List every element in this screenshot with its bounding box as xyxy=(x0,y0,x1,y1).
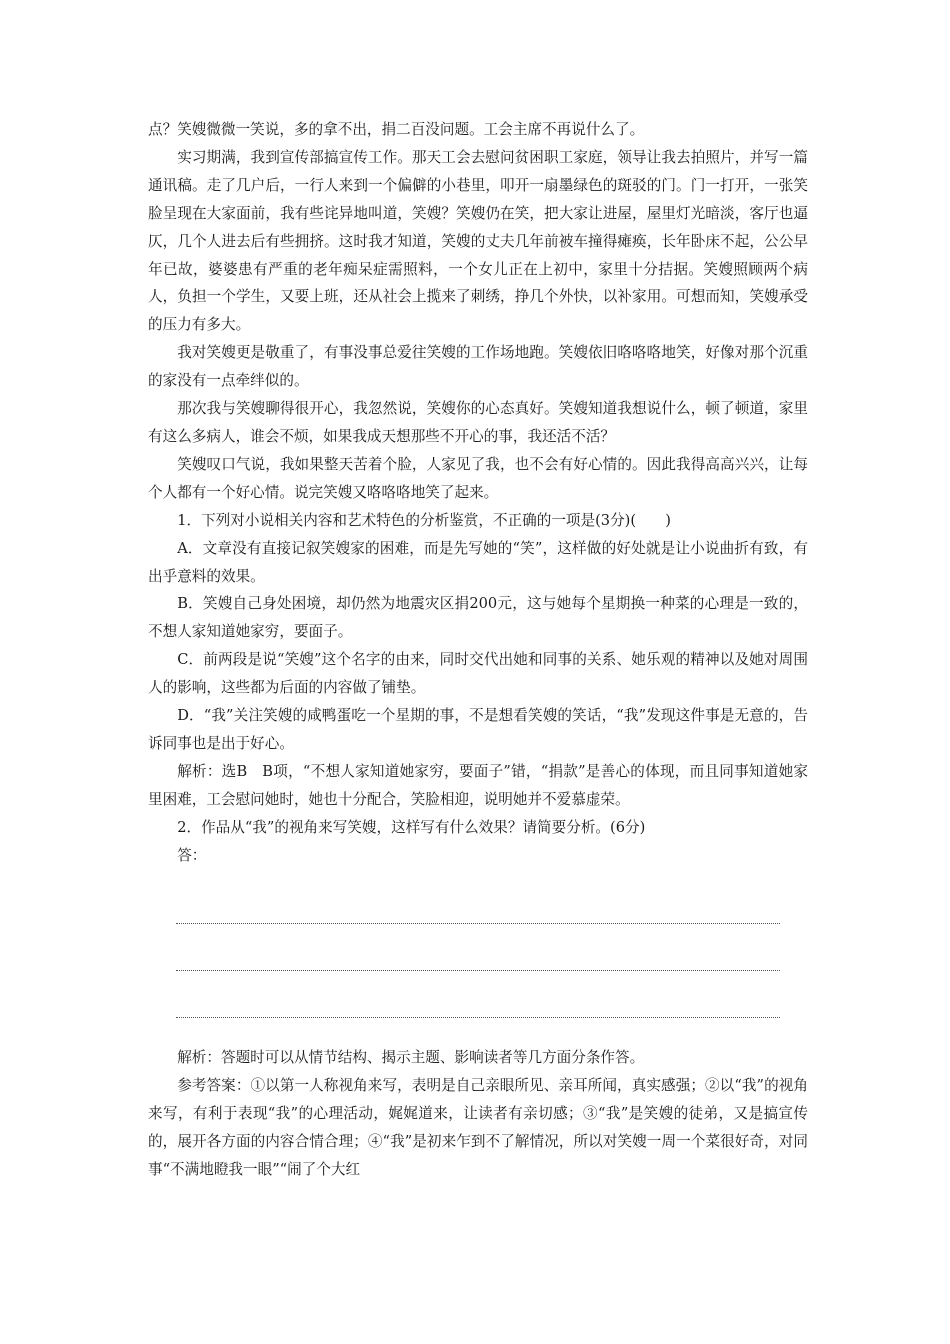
question-2-reference-answer: 参考答案：①以第一人称视角来写，表明是自己亲眼所见、亲耳所闻，真实感强；②以“我”的视角来写，有利于表现“我”的心理活动，娓娓道来，让读者有亲切感；③“我”是笑嫂的徒弟，又是搞宣传的，展开各方面的内容合情合理；④“我”是初来乍到不了解情况，所以对笑嫂一周一个菜很好奇，对同事“不满地瞪我一眼”“闹了个大红 xyxy=(148,1077,808,1179)
question-1-stem: 1．下列对小说相关内容和艺术特色的分析鉴赏，不正确的一项是(3分)( ) xyxy=(177,511,671,529)
question-2-stem: 2．作品从“我”的视角来写笑嫂，这样写有什么效果？请简要分析。(6分) xyxy=(177,818,646,836)
question-1-option-c: C．前两段是说“笑嫂”这个名字的由来，同时交代出她和同事的关系、她乐观的精神以及她对周围人的影响，这些都为后面的内容做了铺垫。 xyxy=(148,651,808,697)
story-paragraph-ending: 笑嫂叹口气说，我如果整天苦着个脸，人家见了我，也不会有好心情的。因此我得高高兴兴，让每个人都有一个好心情。说完笑嫂又咯咯咯地笑了起来。 xyxy=(148,455,808,501)
answer-area[interactable] xyxy=(176,877,780,1018)
question-2-analysis: 解析：答题时可以从情节结构、揭示主题、影响读者等几方面分条作答。 xyxy=(177,1049,645,1067)
question-1-option-d: D．“我”关注笑嫂的咸鸭蛋吃一个星期的事，不是想看笑嫂的笑话，“我”发现这件事是无意的，告诉同事也是出于好心。 xyxy=(148,707,808,752)
answer-label: 答： xyxy=(177,846,207,864)
story-paragraph-visit: 实习期满，我到宣传部搞宣传工作。那天工会去慰问贫困职工家庭，领导让我去拍照片，并写一篇通讯稿。走了几户后，一行人来到一个偏僻的小巷里，叩开一扇墨绿色的斑驳的门。门一打开，一张笑脸呈现在大家面前，我有些诧异地叫道，笑嫂？笑嫂仍在笑，把大家让进屋，屋里灯光暗淡，客厅也逼仄，几个人进去后有些拥挤。这时我才知道，笑嫂的丈夫几年前被车撞得瘫痪，长年卧床不起，公公早年已故，婆婆患有严重的老年痴呆症需照料，一个女儿正在上初中，家里十分拮据。笑嫂照顾两个病人，负担一个学生，又要上班，还从社会上揽来了刺绣，挣几个外快，以补家用。可想而知，笑嫂承受的压力有多大。 xyxy=(148,148,808,334)
question-1-option-b: B．笑嫂自己身处困境，却仍然为地震灾区捐200元，这与她每个星期换一种菜的心理是一致的，不想人家知道她家穷，要面子。 xyxy=(148,595,808,641)
answer-line[interactable] xyxy=(176,971,780,1018)
question-1-option-a: A．文章没有直接记叙笑嫂家的困难，而是先写她的“笑”，这样做的好处就是让小说曲折有致，有出乎意料的效果。 xyxy=(148,539,808,585)
story-paragraph-continued: 点？笑嫂微微一笑说，多的拿不出，捐二百没问题。工会主席不再说什么了。 xyxy=(148,121,645,138)
story-paragraph-respect: 我对笑嫂更是敬重了，有事没事总爱往笑嫂的工作场地跑。笑嫂依旧咯咯咯地笑，好像对那个沉重的家没有一点牵绊似的。 xyxy=(148,344,808,390)
answer-line[interactable] xyxy=(176,877,780,924)
answer-line[interactable] xyxy=(176,924,780,971)
question-1-analysis: 解析：选B B项，“不想人家知道她家穷，要面子”错，“捐款”是善心的体现，而且同事知道她家里困难，工会慰问她时，她也十分配合，笑脸相迎，说明她并不爱慕虚荣。 xyxy=(148,762,808,808)
document-page xyxy=(148,116,808,1184)
story-paragraph-chat: 那次我与笑嫂聊得很开心，我忽然说，笑嫂你的心态真好。笑嫂知道我想说什么，顿了顿道，家里有这么多病人，谁会不烦，如果我成天想那些不开心的事，我还活不活？ xyxy=(148,400,808,445)
spacer xyxy=(148,1018,808,1044)
